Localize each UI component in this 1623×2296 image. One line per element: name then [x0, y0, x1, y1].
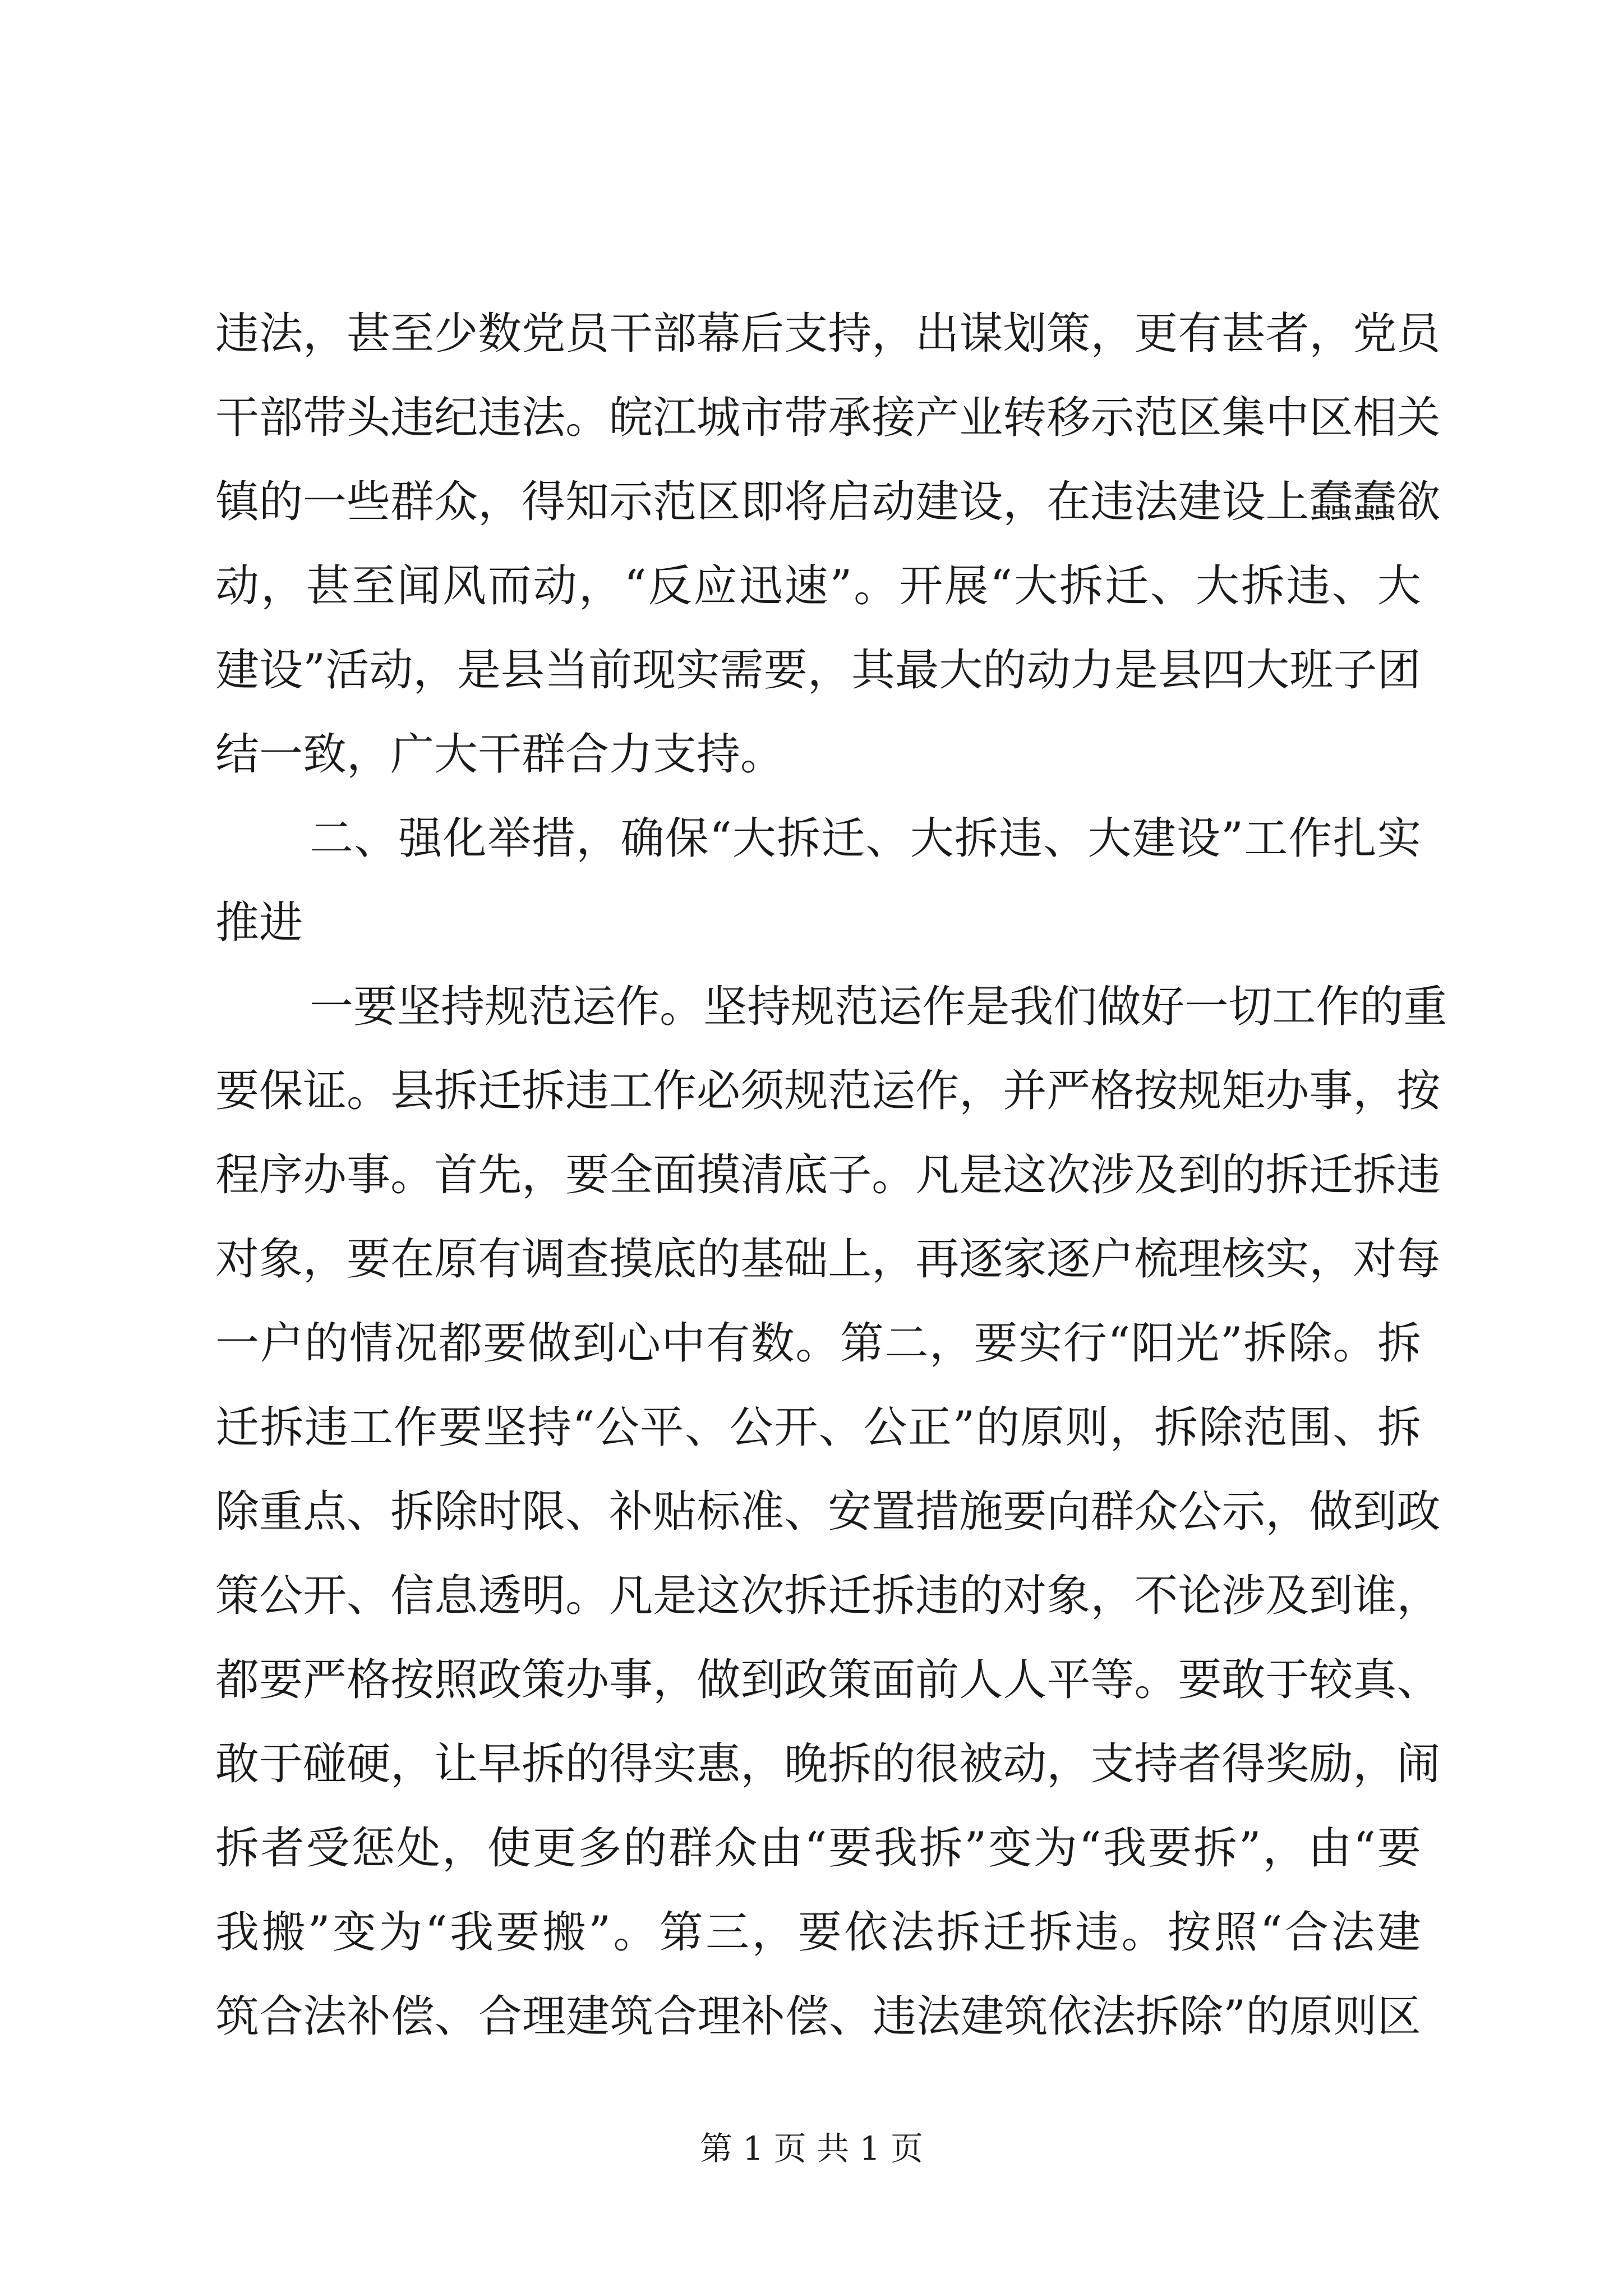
- text-line: 建 设 ” 活 动 ， 是 县 当 前 现 实 需 要 ， 其 最 大 的 动 力 是 县 四 大 班 子 团: [215, 645, 1421, 696]
- text-line: 干 部 带 头 违 纪 违 法 。 皖 江 城 市 带 承 接 产 业 转 移 示 范 区 集 中 区 相 关: [215, 393, 1441, 443]
- text-line: 要 保 证 。 县 拆 迁 拆 违 工 作 必 须 规 范 运 作 ， 并 严 格 按 规 矩 办 事 ， 按: [215, 1066, 1441, 1116]
- text-line: 筑 合 法 补 偿 、 合 理 建 筑 合 理 补 偿 、 违 法 建 筑 依 法 拆 除 ” 的 原 则 区: [215, 1991, 1421, 2042]
- text-line: 推进: [215, 898, 303, 948]
- text-line: 拆 者 受 惩 处 ， 使 更 多 的 群 众 由 “ 要 我 拆 ” 变 为 “ 我 要 拆 ” ， 由 “ 要: [215, 1823, 1421, 1874]
- text-line: 都 要 严 格 按 照 政 策 办 事 ， 做 到 政 策 面 前 人 人 平 等 。 要 敢 于 较 真 、: [215, 1655, 1441, 1705]
- text-line: 迁 拆 违 工 作 要 坚 持 “ 公 平 、 公 开 、 公 正 ” 的 原 则 ， 拆 除 范 围 、 拆: [215, 1402, 1421, 1453]
- text-line: 违 法 ， 甚 至 少 数 党 员 干 部 幕 后 支 持 ， 出 谋 划 策 ， 更 有 甚 者 ， 党 员: [215, 309, 1441, 359]
- page-footer: 第 1 页 共 1 页: [700, 2129, 923, 2168]
- text-line: 程 序 办 事 。 首 先 ， 要 全 面 摸 清 底 子 。 凡 是 这 次 涉 及 到 的 拆 迁 拆 违: [215, 1150, 1441, 1200]
- document-body: [215, 292, 1447, 2059]
- text-line: 镇 的 一 些 群 众 ， 得 知 示 范 区 即 将 启 动 建 设 ， 在 违 法 建 设 上 蠢 蠢 欲: [215, 477, 1441, 527]
- text-line: 一 要 坚 持 规 范 运 作 。 坚 持 规 范 运 作 是 我 们 做 好 一 切 工 作 的 重: [310, 982, 1447, 1032]
- text-line: 二 、 强 化 举 措 ， 确 保 “ 大 拆 迁 、 大 拆 违 、 大 建 设 ” 工 作 扎 实: [310, 813, 1421, 864]
- text-line: 我 搬 ” 变 为 “ 我 要 搬 ” 。 第 三 ， 要 依 法 拆 迁 拆 违 。 按 照 “ 合 法 建: [215, 1907, 1421, 1958]
- text-line: 除 重 点 、 拆 除 时 限 、 补 贴 标 准 、 安 置 措 施 要 向 群 众 公 示 ， 做 到 政: [215, 1487, 1441, 1537]
- text-line: 结一致，广大干群合力支持。: [215, 729, 785, 780]
- text-line: 敢 于 碰 硬 ， 让 早 拆 的 得 实 惠 ， 晚 拆 的 很 被 动 ， 支 持 者 得 奖 励 ， 闹: [215, 1739, 1441, 1789]
- text-line: 策 公 开 、 信 息 透 明 。 凡 是 这 次 拆 迁 拆 违 的 对 象 ， 不 论 涉 及 到 谁 ，: [215, 1571, 1441, 1621]
- text-line: 对 象 ， 要 在 原 有 调 查 摸 底 的 基 础 上 ， 再 逐 家 逐 户 梳 理 核 实 ， 对 每: [215, 1234, 1441, 1285]
- text-line: 一 户 的 情 况 都 要 做 到 心 中 有 数 。 第 二 ， 要 实 行 “ 阳 光 ” 拆 除 。 拆: [215, 1318, 1421, 1369]
- text-line: 动 ， 甚 至 闻 风 而 动 ， “ 反 应 迅 速 ” 。 开 展 “ 大 拆 迁 、 大 拆 违 、 大: [215, 561, 1421, 611]
